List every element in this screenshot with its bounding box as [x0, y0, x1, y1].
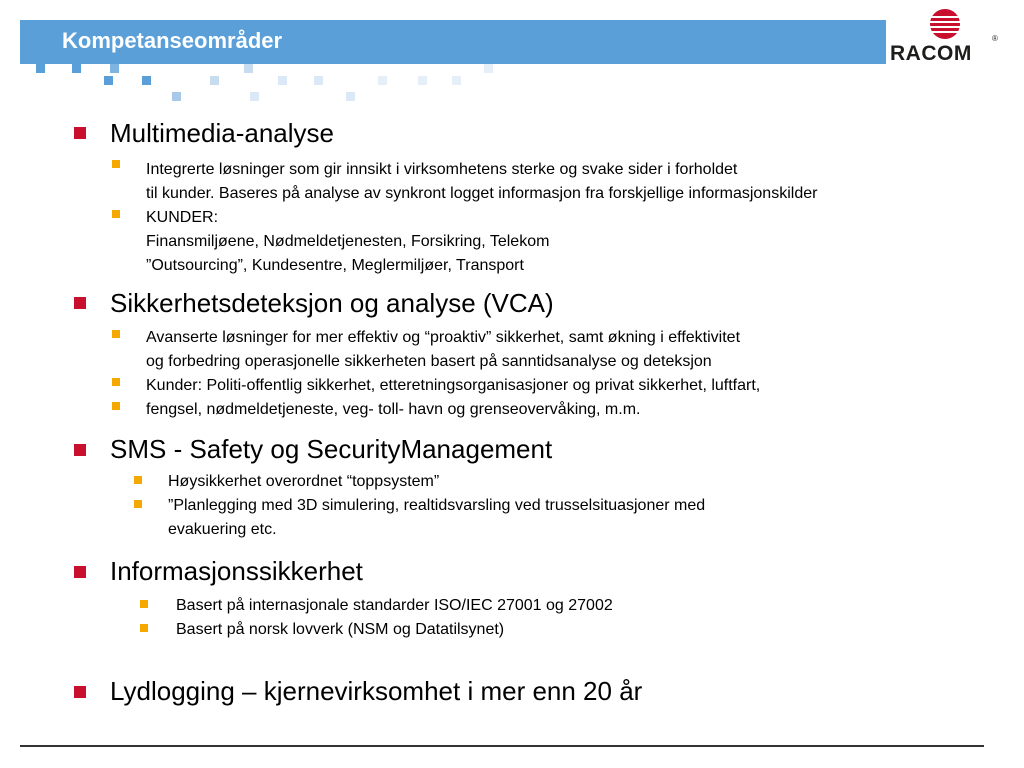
item-text: Kunder: Politi-offentlig sikkerhet, etteretningsorganisasjoner og privat sikkerhet, luftfart,	[146, 377, 761, 394]
item-text: og forbedring operasjonelle sikkerheten basert på sanntidsanalyse og deteksjon	[146, 353, 712, 370]
item-text: Avanserte løsninger for mer effektiv og “proaktiv” sikkerhet, samt økning i effektivitet	[146, 329, 741, 346]
item-text: Finansmiljøene, Nødmeldetjenesten, Forsikring, Telekom	[146, 233, 550, 250]
item-bullet	[140, 600, 148, 608]
footer-divider	[20, 745, 984, 747]
brand-name: RACOM	[890, 42, 972, 65]
item-text: ”Outsourcing”, Kundesentre, Meglermiljøer, Transport	[146, 257, 524, 274]
item-text: Basert på norsk lovverk (NSM og Datatilsynet)	[176, 621, 505, 638]
section-bullet	[74, 566, 86, 578]
item-text: Høysikkerhet overordnet “toppsystem”	[168, 473, 440, 490]
item-bullet	[112, 402, 120, 410]
item-bullet	[134, 476, 142, 484]
item-bullet	[140, 624, 148, 632]
item-bullet	[112, 160, 120, 168]
section-bullet	[74, 686, 86, 698]
item-text: fengsel, nødmeldetjeneste, veg- toll- havn og grenseovervåking, m.m.	[146, 401, 641, 418]
page-title: Kompetanseområder	[62, 28, 283, 53]
section-heading: Sikkerhetsdeteksjon og analyse (VCA)	[110, 288, 554, 318]
item-text: Basert på internasjonale standarder ISO/IEC 27001 og 27002	[176, 597, 613, 614]
item-bullet	[112, 378, 120, 386]
item-text: Integrerte løsninger som gir innsikt i virksomhetens sterke og svake sider i forholdet	[146, 161, 738, 178]
item-text: KUNDER:	[146, 209, 219, 226]
item-bullet	[112, 330, 120, 338]
section-heading: Lydlogging – kjernevirksomhet i mer enn 20 år	[110, 676, 643, 706]
section-bullet	[74, 444, 86, 456]
brand-registered-mark: ®	[992, 34, 998, 43]
section-heading: SMS - Safety og SecurityManagement	[110, 434, 553, 464]
item-bullet	[134, 500, 142, 508]
item-text: ”Planlegging med 3D simulering, realtidsvarsling ved trusselsituasjoner med	[168, 497, 706, 514]
section-bullet	[74, 297, 86, 309]
item-text: evakuering etc.	[168, 521, 277, 538]
item-text: til kunder. Baseres på analyse av synkront logget informasjon fra forskjellige informasjonskilder	[146, 185, 818, 202]
section-heading: Informasjonssikkerhet	[110, 556, 363, 586]
section-bullet	[74, 127, 86, 139]
item-bullet	[112, 210, 120, 218]
section-heading: Multimedia-analyse	[110, 118, 334, 148]
title-bar-accent	[20, 20, 46, 64]
